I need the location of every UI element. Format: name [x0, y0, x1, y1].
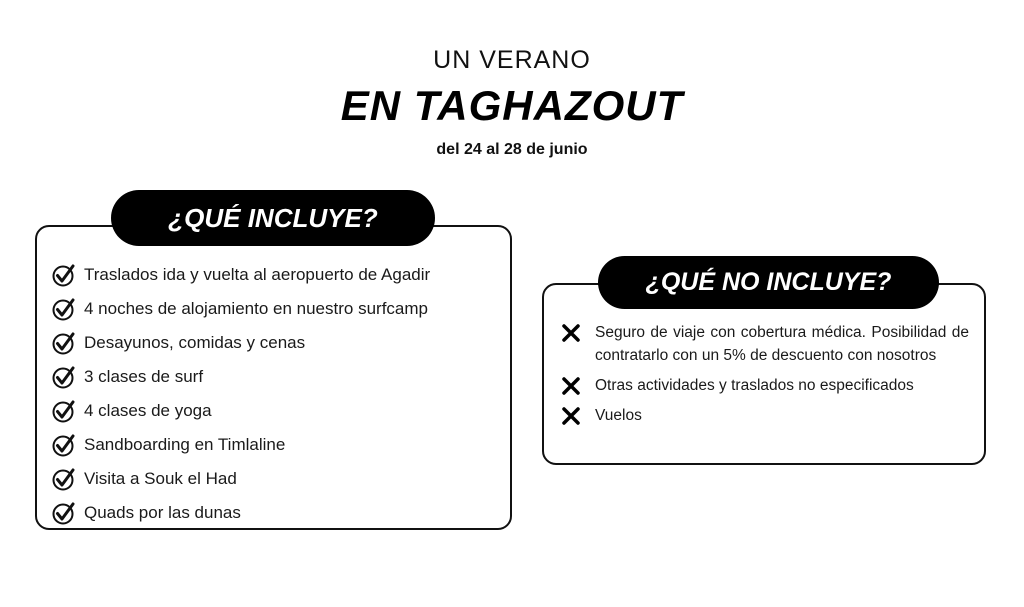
list-item-label: 4 noches de alojamiento en nuestro surfcamp [84, 299, 428, 318]
list-item [561, 404, 969, 427]
list-item [52, 496, 430, 530]
date-range: del 24 al 28 de junio [436, 141, 588, 158]
list-item [561, 321, 969, 367]
page-title: EN TAGHAZOUT [340, 82, 684, 129]
list-item [52, 394, 430, 428]
list-item-label: Quads por las dunas [84, 503, 241, 522]
check-circle-icon [52, 263, 76, 287]
cross-icon [561, 406, 581, 426]
list-item-label: 4 clases de yoga [84, 401, 212, 420]
list-item [52, 258, 430, 292]
list-item-label: Desayunos, comidas y cenas [84, 333, 306, 352]
list-item-label: Vuelos [595, 407, 642, 424]
includes-list [52, 258, 430, 530]
check-circle-icon [52, 433, 76, 457]
list-item [52, 326, 430, 360]
check-circle-icon [52, 331, 76, 355]
includes-title: ¿QUÉ INCLUYE? [111, 190, 435, 246]
list-item [561, 374, 969, 397]
check-circle-icon [52, 297, 76, 321]
list-item-label: Visita a Souk el Had [84, 469, 237, 488]
list-item-label: 3 clases de surf [84, 367, 204, 386]
list-item [52, 462, 430, 496]
list-item [52, 292, 430, 326]
cross-icon [561, 323, 581, 343]
subtitle: UN VERANO [433, 46, 591, 74]
list-item-label: Traslados ida y vuelta al aeropuerto de Agadir [84, 265, 431, 284]
check-circle-icon [52, 365, 76, 389]
check-circle-icon [52, 467, 76, 491]
excludes-list [561, 321, 969, 434]
list-item-label: Sandboarding en Timlaline [84, 435, 286, 454]
excludes-title: ¿QUÉ NO INCLUYE? [598, 256, 939, 309]
list-item [52, 360, 430, 394]
check-circle-icon [52, 501, 76, 525]
list-item-label: Seguro de viaje con cobertura médica. Posibilidad de contratarlo con un 5% de descuento con nosotros [595, 324, 969, 364]
check-circle-icon [52, 399, 76, 423]
cross-icon [561, 376, 581, 396]
list-item-label: Otras actividades y traslados no especificados [595, 377, 914, 394]
list-item [52, 428, 430, 462]
